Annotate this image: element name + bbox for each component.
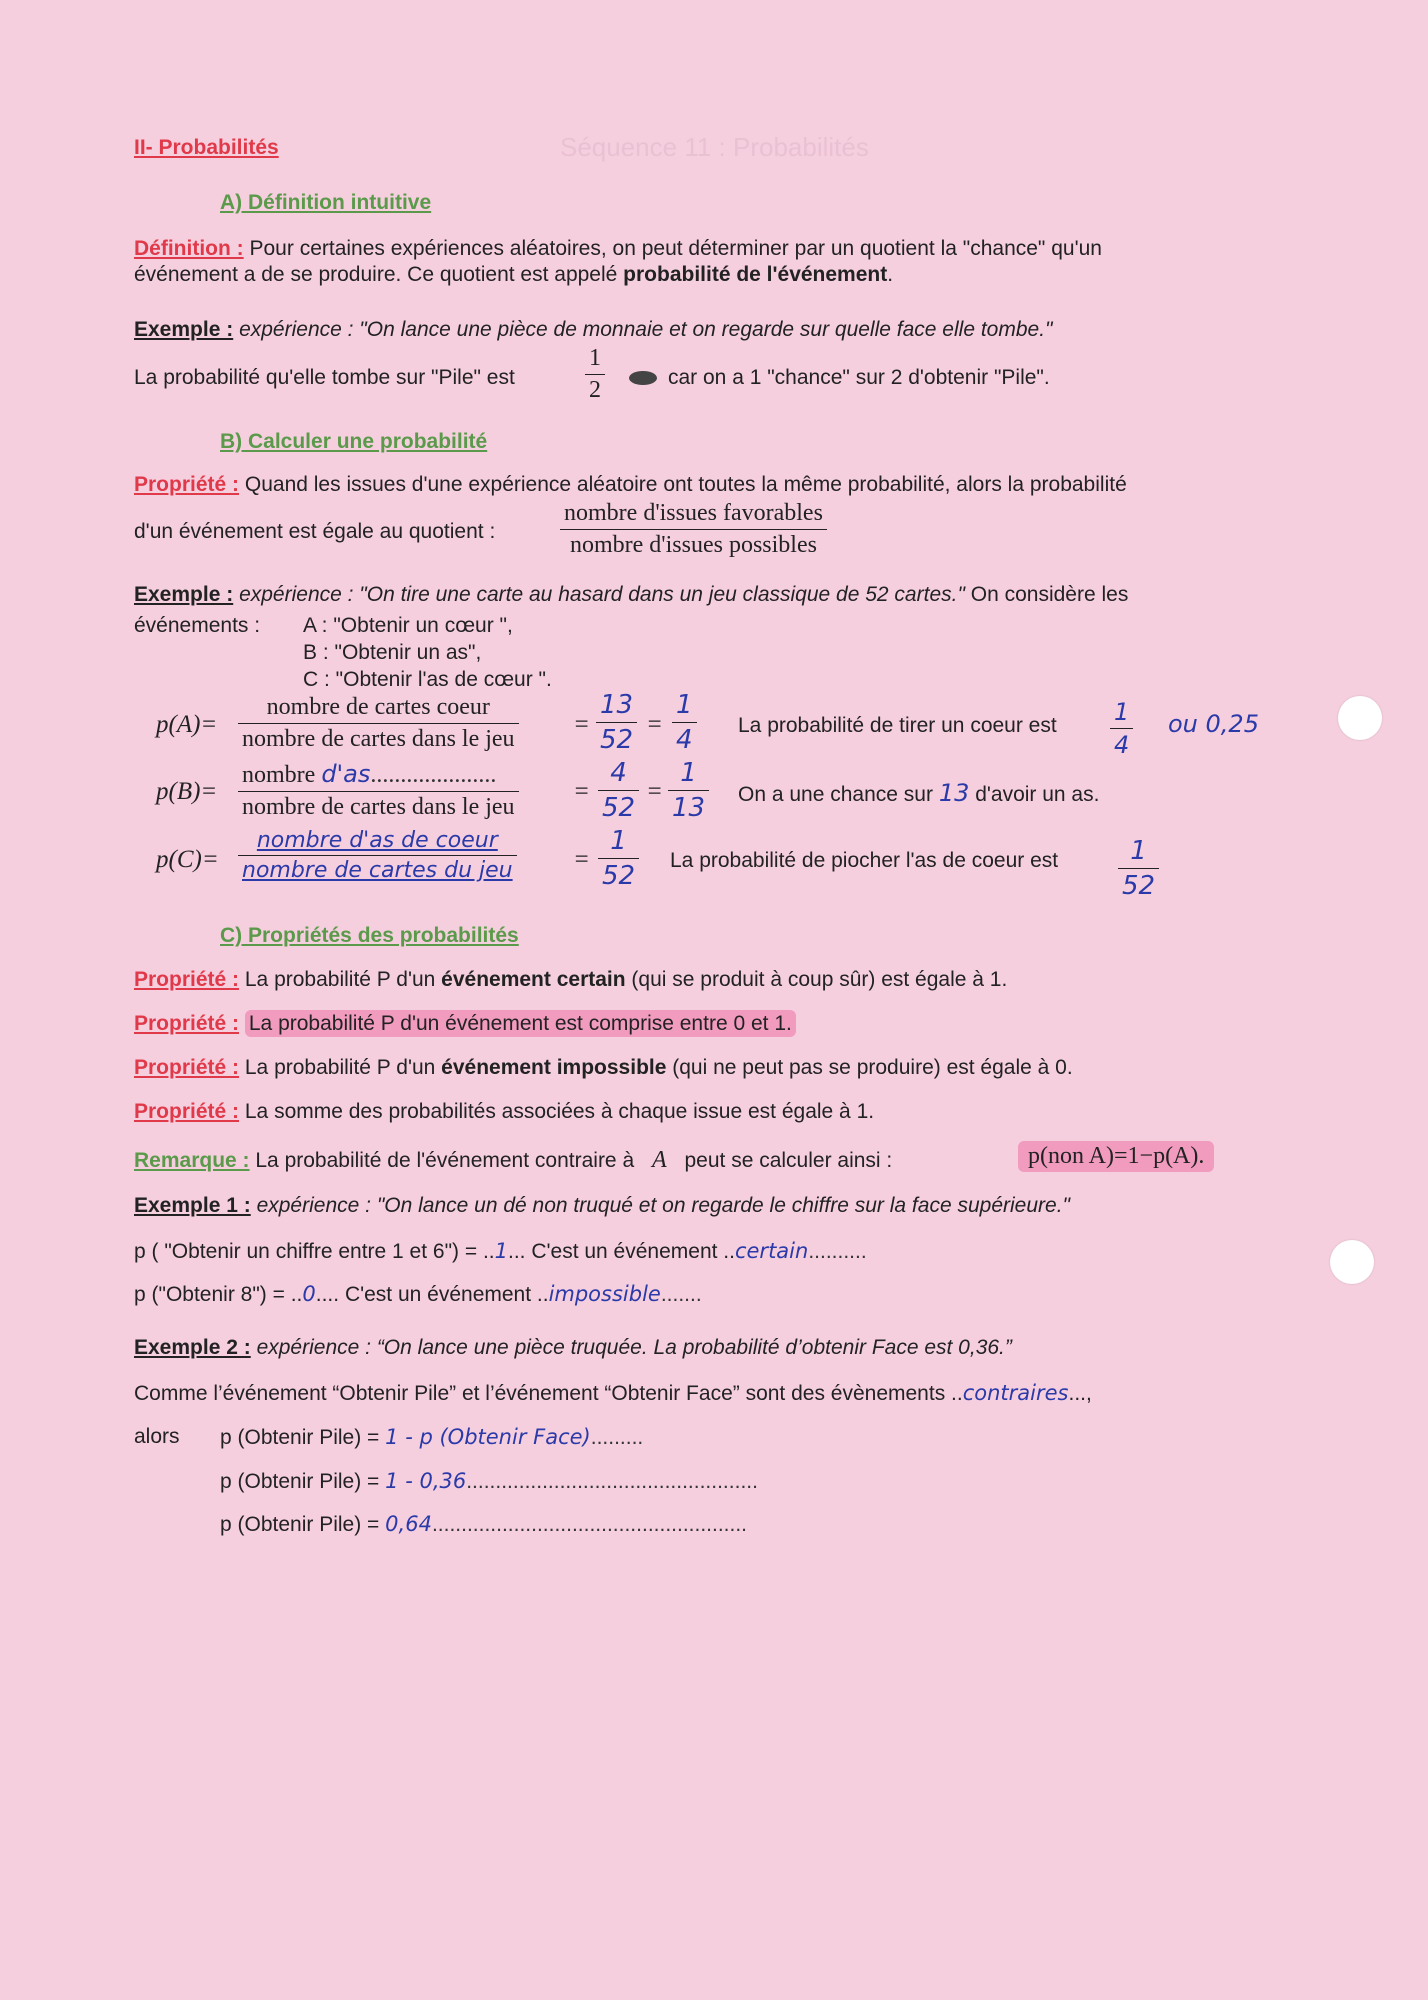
p-b-comment bbox=[738, 780, 1099, 808]
complement-formula bbox=[1018, 1141, 1214, 1172]
answer-prompt: p ( "Obtenir un chiffre entre 1 et 6") = .. bbox=[134, 1240, 495, 1263]
event-c: C : "Obtenir l'as de cœur ". bbox=[303, 668, 552, 691]
handwritten-answer: 1 - 0,36 bbox=[385, 1469, 467, 1493]
p-b-handwritten-fraction-1 bbox=[598, 758, 639, 823]
part-b-title: B) Calculer une probabilité bbox=[220, 430, 488, 453]
example-label: Exemple : bbox=[134, 583, 234, 606]
fraction-denominator: 52 bbox=[602, 793, 636, 823]
ink-blot bbox=[629, 371, 657, 385]
punch-hole bbox=[1330, 1240, 1374, 1284]
property-b-line-2: d'un événement est égale au quotient : bbox=[134, 520, 496, 543]
remark-text-2: peut se calculer ainsi : bbox=[684, 1149, 893, 1172]
handwritten-answer: 1 bbox=[494, 1239, 508, 1263]
remark bbox=[134, 1147, 892, 1174]
definition-term: probabilité de l'événement bbox=[623, 263, 888, 286]
example-1 bbox=[134, 1193, 1070, 1219]
equals-sign: = bbox=[573, 778, 590, 805]
answer-prompt: Comme l’événement “Obtenir Pile” et l’événement “Obtenir Face” sont des évènements .. bbox=[134, 1382, 963, 1405]
example-text: expérience : "On lance un dé non truqué et on regarde le chiffre sur la face supérieure." bbox=[256, 1194, 1070, 1217]
example-text: expérience : “On lance une pièce truquée. La probabilité d’obtenir Face est 0,36.” bbox=[256, 1336, 1012, 1359]
handwritten-answer-2: impossible bbox=[548, 1282, 661, 1306]
fraction-denominator: 52 bbox=[600, 725, 634, 755]
fraction-numerator: 1 bbox=[610, 826, 627, 856]
dotted-line: .................................................. bbox=[466, 1470, 758, 1493]
remark-text: La probabilité de l'événement contraire à bbox=[255, 1149, 635, 1172]
p-b-lhs: p(B)= bbox=[156, 778, 218, 805]
answer-prompt-2: ... C'est un événement .. bbox=[508, 1240, 735, 1263]
handwritten-answer: 0,64 bbox=[385, 1512, 432, 1536]
equals-sign: = bbox=[573, 846, 590, 873]
handwritten-answer: 1 - p (Obtenir Face) bbox=[385, 1425, 591, 1449]
pile-line-2 bbox=[220, 1468, 758, 1495]
fraction-numerator: 1 bbox=[1130, 836, 1147, 866]
pile-line-3 bbox=[220, 1511, 747, 1538]
probability-pile-reason: car on a 1 "chance" sur 2 d'obtenir "Pile". bbox=[668, 366, 1050, 389]
pile-lhs: p (Obtenir Pile) = bbox=[220, 1426, 380, 1449]
fraction-denominator: 52 bbox=[602, 861, 636, 891]
answer-prompt: p ("Obtenir 8") = .. bbox=[134, 1283, 303, 1306]
fraction-numerator: 4 bbox=[610, 758, 627, 788]
fraction-numerator: 1 bbox=[676, 690, 693, 720]
fraction-numerator: nombre d'issues favorables bbox=[564, 500, 823, 526]
fraction-denominator: nombre d'issues possibles bbox=[569, 532, 817, 558]
p-a-handwritten-fraction-1 bbox=[596, 690, 637, 755]
definition-text: Pour certaines expériences aléatoires, on peut déterminer par un quotient la "chance" qu'un bbox=[249, 237, 1102, 260]
definition-text-2: événement a de se produire. Ce quotient est appelé bbox=[134, 263, 624, 286]
property-label: Propriété : bbox=[134, 1100, 240, 1123]
property-text: La probabilité P d'un bbox=[244, 1056, 442, 1079]
fraction-denominator: 2 bbox=[589, 377, 601, 403]
property-text: Quand les issues d'une expérience aléatoire ont toutes la même probabilité, alors la probabilité bbox=[244, 473, 1127, 496]
fraction-denominator: nombre de cartes dans le jeu bbox=[242, 794, 515, 820]
variable-a: A bbox=[651, 1147, 667, 1173]
example-label: Exemple 2 : bbox=[134, 1336, 251, 1359]
fraction-numerator: nombre de cartes coeur bbox=[266, 694, 490, 720]
property-c-1 bbox=[134, 967, 1007, 993]
fraction-denominator: 4 bbox=[676, 725, 693, 755]
p-c-handwritten-fraction bbox=[598, 826, 639, 891]
fraction-one-half bbox=[585, 345, 605, 404]
comment-text: On a une chance sur bbox=[738, 783, 933, 806]
pile-lhs: p (Obtenir Pile) = bbox=[220, 1470, 380, 1493]
event-a: A : "Obtenir un cœur ", bbox=[303, 614, 513, 637]
events-label: événements : bbox=[134, 614, 261, 637]
definition-period: . bbox=[887, 263, 894, 286]
example-1-line-1 bbox=[134, 1238, 867, 1265]
probability-pile-text: La probabilité qu'elle tombe sur "Pile" est bbox=[134, 366, 515, 389]
p-a-fraction bbox=[238, 694, 519, 753]
p-a-answer-decimal: ou 0,25 bbox=[1168, 710, 1259, 738]
fraction-numerator: nombre d'as de coeur bbox=[256, 828, 498, 853]
example-text: expérience : "On tire une carte au hasard dans un jeu classique de 52 cartes." bbox=[239, 583, 965, 606]
fraction-numerator bbox=[238, 760, 519, 791]
example-2-line-1 bbox=[134, 1380, 1092, 1407]
p-c-answer-fraction bbox=[1118, 836, 1159, 901]
property-text: La somme des probabilités associées à chaque issue est égale à 1. bbox=[244, 1100, 875, 1123]
property-label: Propriété : bbox=[134, 473, 240, 496]
formula-text: p(non A)=1−p(A). bbox=[1028, 1143, 1205, 1169]
dotted-line: ..................... bbox=[370, 762, 497, 788]
punch-hole bbox=[1338, 696, 1382, 740]
example-b-line-1 bbox=[134, 582, 1128, 608]
bleed-through-text: Séquence 11 : Probabilités bbox=[560, 132, 869, 162]
property-text: La probabilité P d'un bbox=[244, 968, 442, 991]
fraction-denominator: nombre de cartes dans le jeu bbox=[242, 726, 515, 752]
handwritten-answer: 13 bbox=[938, 779, 970, 807]
p-c-comment: La probabilité de piocher l'as de coeur est bbox=[670, 849, 1059, 872]
definition-line-2 bbox=[134, 262, 893, 288]
handwritten-answer: 0 bbox=[302, 1282, 316, 1306]
equals-sign: = bbox=[646, 778, 663, 805]
definition-line-1 bbox=[134, 236, 1102, 262]
answer-prompt-2: .... C'est un événement .. bbox=[315, 1283, 549, 1306]
pile-line-1 bbox=[220, 1424, 643, 1451]
example-text-2: On considère les bbox=[964, 583, 1129, 606]
remark-label: Remarque : bbox=[134, 1149, 250, 1172]
example-2 bbox=[134, 1335, 1012, 1361]
fraction-numerator: 1 bbox=[680, 758, 697, 788]
p-a-comment: La probabilité de tirer un coeur est bbox=[738, 714, 1057, 737]
dotted-line: ......... bbox=[590, 1426, 644, 1449]
part-c-title: C) Propriétés des probabilités bbox=[220, 924, 519, 947]
handwritten-answer: contraires bbox=[962, 1381, 1069, 1405]
property-c-4 bbox=[134, 1099, 874, 1125]
property-term: événement certain bbox=[441, 968, 626, 991]
example-label: Exemple 1 : bbox=[134, 1194, 251, 1217]
fraction-denominator: 13 bbox=[672, 793, 706, 823]
p-b-handwritten-fraction-2 bbox=[668, 758, 709, 823]
property-label: Propriété : bbox=[134, 1012, 240, 1035]
alors-label: alors bbox=[134, 1425, 180, 1448]
p-c-lhs: p(C)= bbox=[156, 846, 219, 873]
fraction-numerator: 13 bbox=[600, 690, 634, 720]
handwritten-answer-2: certain bbox=[734, 1239, 809, 1263]
highlighted-property-text: La probabilité P d'un événement est comprise entre 0 et 1. bbox=[245, 1010, 796, 1037]
p-a-handwritten-fraction-2 bbox=[672, 690, 697, 755]
example-label: Exemple : bbox=[134, 318, 234, 341]
equals-sign: = bbox=[573, 711, 590, 738]
example-a bbox=[134, 317, 1052, 343]
fraction-numerator: 1 bbox=[589, 345, 601, 371]
event-b: B : "Obtenir un as", bbox=[303, 641, 482, 664]
comment-text-2: d'avoir un as. bbox=[975, 783, 1100, 806]
numerator-text: nombre bbox=[242, 762, 316, 788]
p-c-fraction bbox=[238, 828, 517, 883]
p-b-fraction bbox=[238, 760, 519, 821]
dotted-line: ....... bbox=[660, 1283, 702, 1306]
dotted-line: .......... bbox=[808, 1240, 867, 1263]
property-label: Propriété : bbox=[134, 968, 240, 991]
example-text: expérience : "On lance une pièce de monnaie et on regarde sur quelle face elle tombe." bbox=[239, 318, 1053, 341]
fraction-denominator: nombre de cartes du jeu bbox=[242, 858, 513, 883]
property-c-3 bbox=[134, 1055, 1073, 1081]
property-c-2 bbox=[134, 1011, 796, 1037]
fraction-numerator: 1 bbox=[1114, 698, 1130, 726]
handwritten-fill: d'as bbox=[321, 760, 371, 788]
property-text-2: (qui se produit à coup sûr) est égale à 1. bbox=[625, 968, 1008, 991]
property-term: événement impossible bbox=[441, 1056, 667, 1079]
p-a-lhs: p(A)= bbox=[156, 711, 218, 738]
equals-sign: = bbox=[646, 711, 663, 738]
fraction-denominator: 52 bbox=[1122, 871, 1156, 901]
example-1-line-2 bbox=[134, 1281, 702, 1308]
fraction-denominator: 4 bbox=[1114, 731, 1130, 759]
part-a-title: A) Définition intuitive bbox=[220, 191, 432, 214]
pile-lhs: p (Obtenir Pile) = bbox=[220, 1513, 380, 1536]
dotted-line: ...................................................... bbox=[431, 1513, 747, 1536]
property-b-line-1 bbox=[134, 472, 1127, 498]
answer-prompt-2: ..., bbox=[1068, 1382, 1092, 1405]
property-text-2: (qui ne peut pas se produire) est égale à 0. bbox=[666, 1056, 1073, 1079]
p-a-answer-fraction bbox=[1110, 698, 1133, 759]
fraction-favorable-over-possible bbox=[560, 500, 827, 559]
property-label: Propriété : bbox=[134, 1056, 240, 1079]
section-title: II- Probabilités bbox=[134, 136, 279, 159]
definition-label: Définition : bbox=[134, 237, 244, 260]
